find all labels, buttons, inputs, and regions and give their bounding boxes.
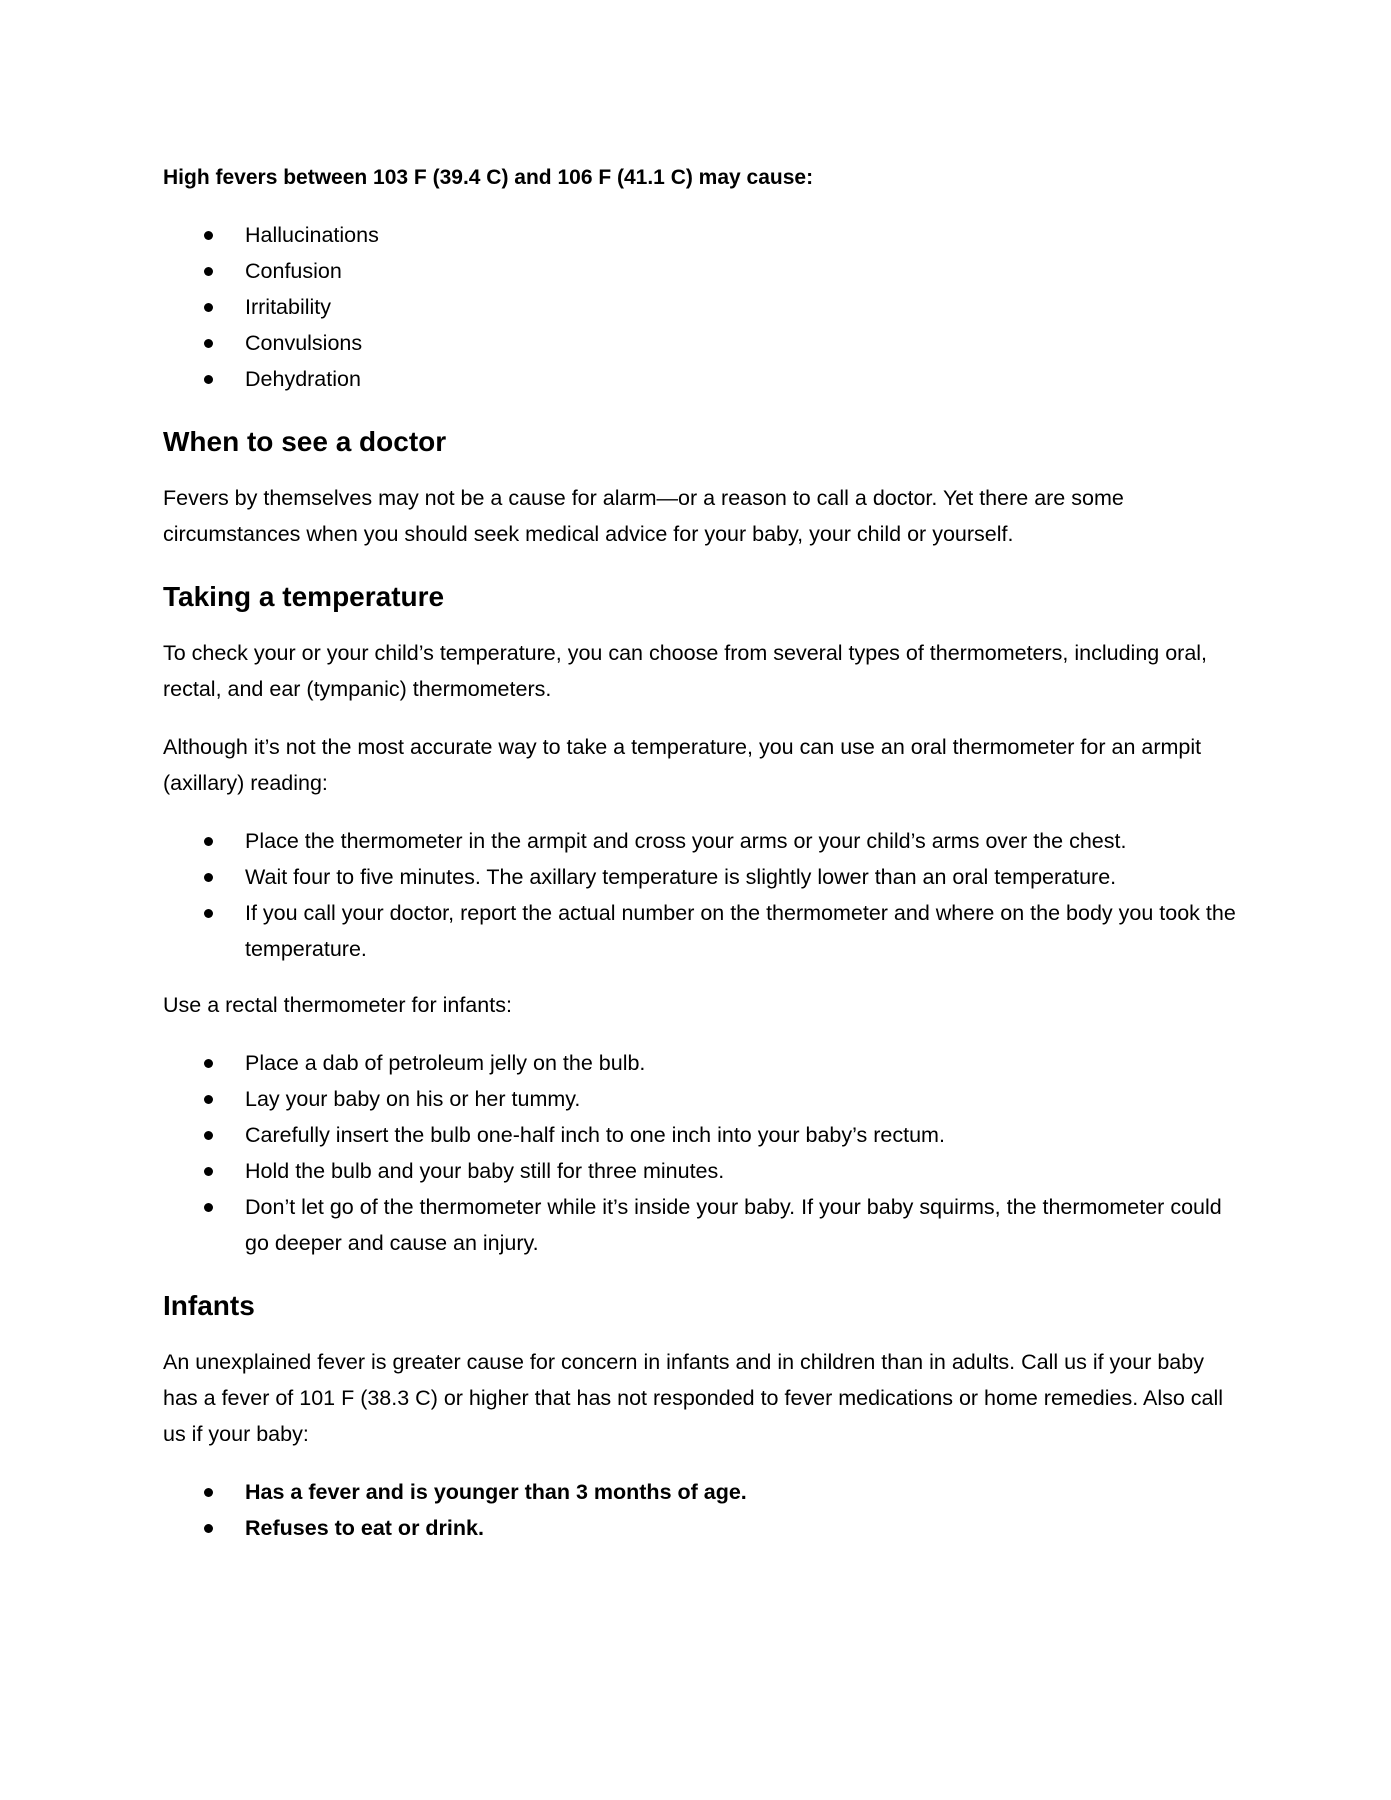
bullet-icon xyxy=(204,1167,213,1176)
bullet-icon xyxy=(204,1059,213,1068)
rectal-steps-list xyxy=(163,1045,1243,1261)
document-page xyxy=(163,160,1243,1546)
list-item-text: Wait four to five minutes. The axillary temperature is slightly lower than an oral temperature. xyxy=(245,865,1117,889)
list-item xyxy=(163,823,1243,859)
list-item-text: Irritability xyxy=(245,295,332,319)
list-item-text: Refuses to eat or drink. xyxy=(245,1516,484,1540)
list-item xyxy=(163,1474,1243,1510)
bullet-icon xyxy=(204,837,213,846)
list-item xyxy=(163,1153,1243,1189)
spacer xyxy=(163,967,1243,987)
bullet-icon xyxy=(204,1524,213,1533)
bullet-icon xyxy=(204,1488,213,1497)
infants-paragraph: An unexplained fever is greater cause for concern in infants and in children than in adults. Call us if your baby has a fever of 101 F (38.3 C) or higher that has not responded to fever medications or home remedies. Also call us if your baby: xyxy=(163,1350,1224,1446)
list-item xyxy=(163,253,1243,289)
list-item xyxy=(163,895,1243,967)
list-item-text: Carefully insert the bulb one-half inch to one inch into your baby’s rectum. xyxy=(245,1123,945,1147)
list-item-text: Has a fever and is younger than 3 months of age. xyxy=(245,1480,747,1504)
list-item-text: Hold the bulb and your baby still for three minutes. xyxy=(245,1159,725,1183)
list-item xyxy=(163,859,1243,895)
bullet-icon xyxy=(204,909,213,918)
rectal-intro-paragraph: Use a rectal thermometer for infants: xyxy=(163,993,512,1017)
list-item xyxy=(163,1045,1243,1081)
list-item xyxy=(163,217,1243,253)
axillary-steps-list xyxy=(163,823,1243,967)
symptoms-list xyxy=(163,217,1243,397)
list-item-text: Confusion xyxy=(245,259,342,283)
bullet-icon xyxy=(204,1203,213,1212)
list-item-text: Place the thermometer in the armpit and cross your arms or your child’s arms over the chest. xyxy=(245,829,1127,853)
list-item-text: Place a dab of petroleum jelly on the bulb. xyxy=(245,1051,646,1075)
list-item-text: Lay your baby on his or her tummy. xyxy=(245,1087,581,1111)
list-item-text: Don’t let go of the thermometer while it’s inside your baby. If your baby squirms, the thermometer could go deeper and cause an injury. xyxy=(245,1195,1222,1255)
list-item-text: Convulsions xyxy=(245,331,363,355)
taking-temperature-heading: Taking a temperature xyxy=(163,581,445,612)
list-item xyxy=(163,325,1243,361)
bullet-icon xyxy=(204,231,213,240)
list-item-text: If you call your doctor, report the actual number on the thermometer and where on the body you took the temperature. xyxy=(245,901,1236,961)
when-to-see-heading: When to see a doctor xyxy=(163,426,447,457)
infants-list xyxy=(163,1474,1243,1546)
bullet-icon xyxy=(204,267,213,276)
infants-heading: Infants xyxy=(163,1290,255,1321)
bullet-icon xyxy=(204,1131,213,1140)
list-item xyxy=(163,1189,1243,1261)
list-item xyxy=(163,1117,1243,1153)
thermometer-types-paragraph: To check your or your child’s temperature, you can choose from several types of thermometers, including oral, rectal, and ear (tympanic) thermometers. xyxy=(163,641,1208,701)
bullet-icon xyxy=(204,303,213,312)
when-to-see-paragraph: Fevers by themselves may not be a cause for alarm—or a reason to call a doctor. Yet there are some circumstances when you should seek medical advice for your baby, your child or yourself. xyxy=(163,486,1124,546)
list-item xyxy=(163,1510,1243,1546)
bullet-icon xyxy=(204,1095,213,1104)
list-item xyxy=(163,289,1243,325)
bullet-icon xyxy=(204,339,213,348)
axillary-intro-paragraph: Although it’s not the most accurate way to take a temperature, you can use an oral thermometer for an armpit (axillary) reading: xyxy=(163,735,1202,795)
list-item-text: Dehydration xyxy=(245,367,361,391)
bullet-icon xyxy=(204,873,213,882)
list-item-text: Hallucinations xyxy=(245,223,379,247)
list-item xyxy=(163,1081,1243,1117)
list-item xyxy=(163,361,1243,397)
bullet-icon xyxy=(204,375,213,384)
intro-heading: High fevers between 103 F (39.4 C) and 106 F (41.1 C) may cause: xyxy=(163,166,814,189)
